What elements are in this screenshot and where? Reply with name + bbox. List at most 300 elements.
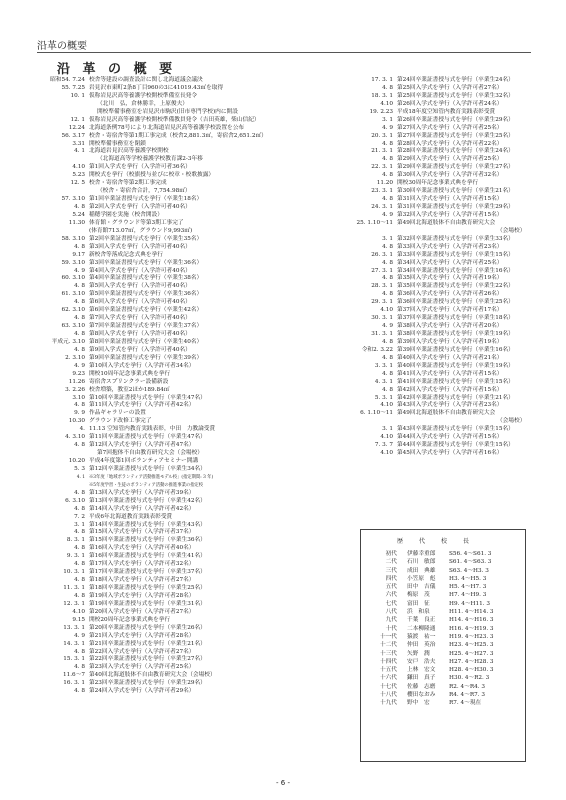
principal-term: H19. 4〜H23. 3 bbox=[449, 633, 494, 640]
history-date: 4.10 bbox=[380, 450, 393, 457]
history-date: 10. 1 bbox=[70, 92, 85, 99]
history-entry bbox=[346, 371, 536, 379]
history-text: 第43回入学式を挙行（入学許可者23名） bbox=[397, 402, 503, 409]
history-entry bbox=[38, 133, 338, 141]
principal-row bbox=[369, 658, 494, 666]
history-date: 58. 3.10 bbox=[61, 235, 85, 242]
history-date: 26. 3. 1 bbox=[371, 251, 393, 258]
history-date: 57. 3.10 bbox=[61, 196, 85, 203]
history-date: 59. 3.10 bbox=[61, 259, 85, 266]
history-text: 開校30周年記念事業式典を挙行 bbox=[397, 180, 479, 187]
history-text: 第49回北海道肢体不自由教育研究大会 bbox=[397, 219, 496, 226]
history-text: 校舎・寄宿舎等第2期工事完成 bbox=[89, 180, 167, 187]
page-title: 沿 革 の 概 要 bbox=[57, 62, 177, 77]
history-text: 第3回卒業証書授与式を挙行（卒業生36名） bbox=[89, 259, 203, 266]
history-date: 4. 8 bbox=[74, 529, 85, 536]
principal-name: 富田 征 bbox=[407, 600, 430, 607]
principal-generation: 十九代 bbox=[379, 700, 397, 707]
history-text: 第29回卒業証書授与式を挙行（卒業生27名） bbox=[397, 164, 514, 171]
history-text: 第44回卒業証書授与式を挙行（卒業生15名） bbox=[397, 442, 514, 449]
principal-generation: 十五代 bbox=[379, 667, 397, 674]
history-entry bbox=[38, 617, 338, 625]
history-date: 4. 8 bbox=[74, 204, 85, 210]
history-entry bbox=[346, 125, 536, 133]
principals-list bbox=[369, 550, 494, 708]
history-date: 4. 3.10 bbox=[65, 434, 85, 441]
history-date: 4.10 bbox=[380, 402, 393, 409]
history-text: 第40回北海道肢体不自由教育研究大会（会場校） bbox=[89, 672, 216, 679]
history-date: 5.24 bbox=[72, 211, 85, 218]
principal-term: S63. 4〜H3. 3 bbox=[449, 567, 489, 574]
history-entry bbox=[346, 204, 536, 212]
history-text: 第49回北海道肢体不自由教育研究大会 bbox=[397, 410, 496, 417]
history-text: 第15回卒業証書授与式を挙行（卒業生36名） bbox=[89, 537, 206, 544]
history-date: 14. 3. 1 bbox=[63, 640, 85, 647]
history-text: 新校舎等落成記念式典を挙行 bbox=[89, 251, 163, 258]
history-entry bbox=[346, 450, 536, 458]
principal-term: R4. 4〜R7. 3 bbox=[449, 692, 485, 699]
history-text: (体育館713.07㎡，グラウンド9,993㎡) bbox=[89, 227, 193, 234]
history-text: 開校準備事務室を岩見沢市駒沢(旧市専門学校)内に開設 bbox=[97, 108, 238, 115]
history-text: 第1回入学式を挙行（入学許可者36名） bbox=[89, 164, 191, 171]
history-date: 4. 8 bbox=[74, 346, 85, 353]
history-date: 4. 1 bbox=[74, 148, 85, 155]
history-text: 北海道条例78号により北海道岩見沢高等養護学校設置を公布 bbox=[89, 124, 245, 131]
history-entry bbox=[38, 402, 338, 410]
principal-name: 成田 典雄 bbox=[407, 567, 436, 574]
history-date: 55. 7.25 bbox=[61, 84, 85, 91]
history-text: 第25回入学式を挙行（入学許可者27名） bbox=[397, 84, 503, 91]
principal-term: H3. 4〜H5. 3 bbox=[449, 575, 487, 582]
principal-generation: 十四代 bbox=[379, 658, 397, 665]
section-header: 沿革の概要 bbox=[37, 41, 87, 52]
principals-box bbox=[360, 529, 526, 762]
history-text: 第18回卒業証書授与式を挙行（卒業生25名） bbox=[89, 585, 206, 591]
history-text: 第4回入学式を挙行（入学許可者40名） bbox=[89, 267, 191, 274]
history-date: 3. 3. 1 bbox=[374, 362, 393, 369]
history-text: 第9回入学式を挙行（入学許可者40名） bbox=[89, 346, 191, 353]
history-text: 寄宿舎スプリンクラー設備新設 bbox=[89, 378, 169, 385]
history-text: 第20回卒業証書授与式を挙行（卒業生26名） bbox=[89, 624, 206, 631]
history-entry bbox=[38, 379, 338, 387]
principal-row bbox=[369, 641, 494, 649]
history-text: 第2回入学式を挙行（入学許可者40名） bbox=[89, 204, 191, 210]
history-text: 第23回卒業証書授与式を挙行（卒業生29名） bbox=[89, 680, 206, 687]
history-date: 20. 3. 1 bbox=[371, 132, 393, 139]
history-text: 第29回入学式を挙行（入学許可者25名） bbox=[397, 156, 503, 163]
history-entry bbox=[38, 514, 338, 522]
principal-row bbox=[369, 575, 494, 583]
history-date: 4. 8 bbox=[382, 140, 393, 147]
history-date: 11. 3. 1 bbox=[63, 585, 85, 591]
history-text: 校舎等建設の調査設計に関し北海道議会議決 bbox=[89, 77, 203, 83]
history-date: 4. 9 bbox=[382, 124, 393, 131]
history-text: 第30回卒業証書授与式を挙行（卒業生21名） bbox=[397, 188, 514, 195]
history-text: 第11回卒業証書授与式を挙行（卒業生47名） bbox=[89, 434, 206, 441]
history-text: 第28回卒業証書授与式を挙行（卒業生24名） bbox=[397, 148, 514, 155]
history-date: 5. 3 bbox=[74, 465, 85, 472]
history-text: 第42回入学式を挙行（入学許可者15名） bbox=[397, 386, 503, 393]
principal-term: H7. 4〜H9. 3 bbox=[449, 592, 487, 599]
principal-generation: 三代 bbox=[385, 567, 397, 574]
principal-generation: 八代 bbox=[385, 609, 397, 616]
history-text: 第40回卒業証書授与式を挙行（卒業生19名） bbox=[397, 362, 514, 369]
history-entry bbox=[346, 260, 536, 268]
history-date: 15. 3. 1 bbox=[63, 656, 85, 663]
history-text: 第33回卒業証書授与式を挙行（卒業生15名） bbox=[397, 251, 514, 258]
principal-generation: 十二代 bbox=[379, 642, 397, 649]
history-text: 第41回卒業証書授与式を挙行（卒業生15名） bbox=[397, 378, 514, 385]
history-date: 4. 8 bbox=[74, 243, 85, 250]
principal-term: H30. 4〜R2. 3 bbox=[449, 675, 490, 682]
history-date: 4. 9 bbox=[74, 632, 85, 639]
history-text: 第12回卒業証書授与式を挙行（卒業生34名） bbox=[89, 465, 206, 472]
history-text: 第31回卒業証書授与式を挙行（卒業生29名） bbox=[397, 204, 514, 210]
history-date: 4.10 bbox=[72, 164, 85, 171]
history-date: 3. 1 bbox=[382, 426, 393, 433]
history-text: 第44回入学式を挙行（入学許可者15名） bbox=[397, 434, 503, 441]
history-entry bbox=[38, 236, 338, 244]
history-text: 平成6年北海道教育実践表彰受賞 bbox=[89, 513, 173, 520]
principal-generation: 六代 bbox=[385, 592, 397, 599]
history-entry bbox=[346, 355, 536, 363]
history-entry bbox=[38, 93, 338, 101]
principal-term: H16. 4〜H19. 3 bbox=[449, 625, 494, 632]
history-date bbox=[38, 188, 89, 196]
history-text: 第11回入学式を挙行（入学許可者42名） bbox=[89, 402, 195, 409]
history-entry bbox=[38, 141, 338, 149]
history-text: 第34回卒業証書授与式を挙行（卒業生16名） bbox=[397, 267, 514, 274]
history-date: 62. 3.10 bbox=[61, 307, 85, 314]
history-date: 昭和54. 7.24 bbox=[50, 77, 85, 83]
principal-generation: 二代 bbox=[385, 559, 397, 566]
history-entry bbox=[38, 577, 338, 585]
history-date bbox=[38, 109, 89, 117]
principal-row bbox=[369, 650, 494, 658]
history-date: 4.10 bbox=[380, 307, 393, 314]
history-entry bbox=[38, 244, 338, 252]
history-entry bbox=[38, 117, 338, 125]
history-date: 11.20 bbox=[376, 180, 393, 187]
history-entry bbox=[38, 434, 338, 442]
history-text: 第22回卒業証書授与式を挙行（卒業生27名） bbox=[89, 656, 206, 663]
history-date: 4. 8 bbox=[74, 545, 85, 552]
history-entry bbox=[38, 180, 338, 188]
history-entry bbox=[38, 601, 338, 609]
history-entry bbox=[346, 93, 536, 101]
history-text: 第27回入学式を挙行（入学許可者25名） bbox=[397, 124, 503, 131]
principal-name: 石川 敏郎 bbox=[407, 559, 436, 566]
history-date bbox=[346, 418, 397, 426]
history-date: 12. 5 bbox=[70, 180, 85, 187]
history-date: 61. 3.10 bbox=[61, 291, 85, 298]
history-entry bbox=[38, 458, 338, 466]
history-text: 第13回卒業証書授与式を挙行（卒業生42名） bbox=[89, 497, 206, 504]
history-date: 4. 8 bbox=[382, 291, 393, 298]
history-entry bbox=[38, 466, 338, 474]
history-text: 平成18年度空知管内教育実践表彰受賞 bbox=[397, 108, 496, 115]
history-entry bbox=[38, 196, 338, 204]
history-text: 第16回入学式を挙行（入学許可者40名） bbox=[89, 545, 195, 552]
history-text: 第26回入学式を挙行（入学許可者24名） bbox=[397, 100, 503, 107]
history-date: 4. 9 bbox=[74, 267, 85, 274]
history-text: 第37回卒業証書授与式を挙行（卒業生18名） bbox=[397, 315, 514, 322]
history-text: 第35回卒業証書授与式を挙行（卒業生22名） bbox=[397, 283, 514, 290]
history-date bbox=[38, 156, 89, 164]
history-text: 第23回入学式を挙行（入学許可者25名） bbox=[89, 664, 195, 671]
history-date: 平成元. 3.10 bbox=[51, 338, 85, 345]
history-entry bbox=[38, 561, 338, 569]
history-text: 第17回入学式を挙行（入学許可者32名） bbox=[89, 561, 195, 568]
history-entry bbox=[346, 101, 536, 109]
history-text: 第13回入学式を挙行（入学許可者39名） bbox=[89, 489, 195, 496]
history-entry bbox=[346, 244, 536, 252]
history-text: 第25回卒業証書授与式を挙行（卒業生32名） bbox=[397, 92, 514, 99]
history-text: （校舎・寄宿舎合計，7,754.98㎡） bbox=[97, 188, 191, 195]
principal-name: 千葉 良正 bbox=[407, 617, 436, 624]
history-date: 4. 8 bbox=[382, 338, 393, 345]
history-entry bbox=[346, 117, 536, 125]
history-entry bbox=[346, 331, 536, 339]
history-entry bbox=[38, 109, 338, 117]
principal-name: 佐藤 志磨 bbox=[407, 683, 436, 690]
history-text: 第38回卒業証書授与式を挙行（卒業生19名） bbox=[397, 331, 514, 337]
history-date: 4. 8 bbox=[382, 370, 393, 377]
history-date: 4. 8 bbox=[74, 489, 85, 496]
principal-name: 仲田 英治 bbox=[407, 642, 436, 649]
history-text: 第43回卒業証書授与式を挙行（卒業生15名） bbox=[397, 426, 514, 433]
history-date: 25. 1.10〜11 bbox=[356, 219, 393, 226]
principal-name: 小笠原 彪 bbox=[407, 575, 436, 582]
history-date: 10.30 bbox=[68, 418, 85, 425]
history-date: 28. 3. 1 bbox=[371, 283, 393, 290]
history-text: 第33回入学式を挙行（入学許可者23名） bbox=[397, 243, 503, 250]
history-entry bbox=[346, 315, 536, 323]
history-entry bbox=[346, 426, 536, 434]
principal-row bbox=[369, 625, 494, 633]
principal-term: H27. 4〜H28. 3 bbox=[449, 658, 494, 665]
principal-row bbox=[369, 608, 494, 616]
history-date: 23. 3. 1 bbox=[371, 188, 393, 195]
principal-name: 上林 宏文 bbox=[407, 667, 436, 674]
history-text: 岩見沢市東町2条8丁目960の3に41019.43㎡を取得 bbox=[89, 84, 224, 91]
history-date: 29. 3. 1 bbox=[371, 299, 393, 306]
history-entry bbox=[38, 490, 338, 498]
history-entry bbox=[346, 196, 536, 204]
history-entry bbox=[346, 85, 536, 93]
history-date: 18. 3. 1 bbox=[371, 92, 393, 99]
history-entry bbox=[38, 633, 338, 641]
history-text: 第32回入学式を挙行（入学許可者15名） bbox=[397, 211, 503, 218]
history-text: 稲穂学園を実施（校舎開設） bbox=[89, 211, 163, 218]
history-entry bbox=[346, 442, 536, 450]
history-date: 5. 3. 1 bbox=[374, 394, 393, 401]
history-text: ※5年度学習・生徒のボランティア活動の推進事業の指定校 bbox=[89, 482, 204, 488]
history-text: 北海道岩見沢高等養護学校開校 bbox=[89, 148, 169, 155]
principal-generation: 五代 bbox=[385, 584, 397, 591]
history-text: 第17回卒業証書授与式を挙行（卒業生37名） bbox=[89, 569, 206, 576]
principal-term: H28. 4〜H30. 3 bbox=[449, 667, 494, 674]
history-text: （北海道高等学校養護学校教育課2-3年移 bbox=[97, 156, 203, 163]
history-text: 校舎・寄宿舎等第1期工事完成（校舎2,881.3㎡，寄宿舎2,651.2㎡） bbox=[89, 132, 267, 139]
principal-name: 田中 吉儀 bbox=[407, 584, 436, 591]
principal-generation: 十一代 bbox=[379, 633, 397, 640]
history-text: 校舎増築，教室2ほか189.84㎡ bbox=[89, 386, 170, 393]
history-text: 体育館・グラウンド等第3期工事完了 bbox=[89, 219, 184, 226]
history-date: 16. 3. 1 bbox=[63, 680, 85, 687]
history-left-column bbox=[38, 77, 338, 696]
history-text: 第36回入学式を挙行（入学許可者26名） bbox=[397, 291, 503, 298]
history-text: 第39回卒業証書授与式を挙行（卒業生16名） bbox=[397, 346, 514, 353]
history-text: 第14回入学式を挙行（入学許可者42名） bbox=[89, 505, 195, 512]
history-text: 作品ギャラリーの設置 bbox=[89, 410, 146, 417]
history-date: 4. 8 bbox=[382, 243, 393, 250]
history-entry bbox=[346, 212, 536, 220]
history-text: 第34回入学式を挙行（入学許可者25名） bbox=[397, 259, 503, 266]
principal-term: H14. 4〜H16. 3 bbox=[449, 617, 494, 624]
history-date: 6. 3.10 bbox=[65, 497, 85, 504]
history-entry bbox=[346, 133, 536, 141]
history-date: 4. 8 bbox=[74, 592, 85, 599]
history-text: 第15回入学式を挙行（入学許可者37名） bbox=[89, 529, 195, 536]
history-entry bbox=[38, 172, 338, 180]
history-text: 第27回卒業証書授与式を挙行（卒業生25名） bbox=[397, 132, 514, 139]
history-text: 第41回入学式を挙行（入学許可者15名） bbox=[397, 370, 503, 377]
history-text: 第2回卒業証書授与式を挙行（卒業生35名） bbox=[89, 235, 203, 242]
principal-generation: 十七代 bbox=[379, 683, 397, 690]
history-date: 10.20 bbox=[68, 458, 85, 464]
history-text: 第10回入学式を挙行（入学許可者34名） bbox=[89, 362, 195, 369]
history-date: 4. 9 bbox=[74, 362, 85, 369]
history-entry bbox=[346, 77, 536, 85]
history-date: 3. 1 bbox=[74, 521, 85, 528]
principal-generation: 十八代 bbox=[379, 692, 397, 699]
history-date: 4. 8 bbox=[382, 84, 393, 91]
history-text: 平成4年度第1回ボランティアセミナー開講 bbox=[89, 458, 199, 464]
history-text: 第37回入学式を挙行（入学許可者17名） bbox=[397, 307, 503, 314]
history-text: 第6回入学式を挙行（入学許可者40名） bbox=[89, 299, 191, 306]
principals-title: 歴 代 校 長 bbox=[397, 538, 475, 545]
principal-generation: 七代 bbox=[385, 600, 397, 607]
history-text: グラウンド改修工事完了 bbox=[89, 418, 152, 425]
history-text: 第19回卒業証書授与式を挙行（卒業生31名） bbox=[89, 600, 206, 607]
history-date: 4. 8 bbox=[382, 354, 393, 361]
history-entry bbox=[38, 371, 338, 379]
history-entry bbox=[38, 680, 338, 688]
history-date: 4. 8 bbox=[74, 561, 85, 568]
history-date: 2. 3.10 bbox=[65, 354, 85, 361]
history-text: 第7回入学式を挙行（入学許可者40名） bbox=[89, 315, 191, 322]
history-text: 開校式を挙行（校旗授与並びに校章・校歌披露） bbox=[89, 172, 215, 179]
history-text: 仮称岩見沢高等養護学校開校準備教員発令（吉田英雄，柴山信紀） bbox=[89, 116, 260, 123]
history-date: 9.17 bbox=[72, 251, 85, 258]
history-date: 60. 3.10 bbox=[61, 275, 85, 282]
history-entry bbox=[38, 77, 338, 85]
history-date: 21. 3. 1 bbox=[371, 148, 393, 155]
history-text: 仮称岩見沢高等養護学校開校準備室長発令 bbox=[89, 92, 198, 99]
history-entry bbox=[38, 442, 338, 450]
principal-row bbox=[369, 683, 494, 691]
history-entry bbox=[346, 299, 536, 307]
history-entry bbox=[346, 339, 536, 347]
history-entry bbox=[346, 387, 536, 395]
principal-row bbox=[369, 591, 494, 599]
history-text: 第3回入学式を挙行（入学許可者40名） bbox=[89, 243, 191, 250]
history-entry bbox=[346, 188, 536, 196]
history-entry bbox=[38, 347, 338, 355]
history-entry bbox=[38, 688, 338, 696]
history-entry bbox=[346, 379, 536, 387]
history-entry bbox=[38, 355, 338, 363]
history-text: 第6回卒業証書授与式を挙行（卒業生42名） bbox=[89, 307, 203, 314]
history-date: 12. 1 bbox=[70, 116, 85, 123]
history-date: 4. 8 bbox=[382, 196, 393, 203]
history-text: 第30回入学式を挙行（入学許可者32名） bbox=[397, 172, 503, 179]
history-date: 4. 1 bbox=[76, 474, 85, 480]
history-date: 12.24 bbox=[68, 124, 85, 131]
principal-term: R7. 4〜現在 bbox=[449, 700, 482, 707]
history-date: 4.10 bbox=[380, 434, 393, 441]
history-entry bbox=[38, 450, 338, 458]
history-date: 3. 1 bbox=[382, 235, 393, 242]
history-date: 4. 8 bbox=[74, 402, 85, 409]
history-date bbox=[346, 228, 397, 236]
history-text: 第8回卒業証書授与式を挙行（卒業生40名） bbox=[89, 338, 203, 345]
history-date: 4. 8 bbox=[74, 299, 85, 306]
history-entry bbox=[38, 387, 338, 395]
history-entry bbox=[38, 569, 338, 577]
history-date: 4. 8 bbox=[74, 577, 85, 584]
history-text: 開校10周年記念事業式典を挙行 bbox=[89, 370, 171, 377]
principal-row bbox=[369, 616, 494, 624]
history-date: 22. 3. 1 bbox=[371, 164, 393, 171]
history-text: 第36回卒業証書授与式を挙行（卒業生25名） bbox=[397, 299, 514, 306]
history-entry bbox=[38, 125, 338, 133]
history-text: 第28回入学式を挙行（入学許可者22名） bbox=[397, 140, 503, 147]
history-date: 17. 3. 1 bbox=[371, 77, 393, 83]
history-entry bbox=[346, 363, 536, 371]
history-entry bbox=[38, 641, 338, 649]
history-entry bbox=[38, 188, 338, 196]
history-date: 12. 3. 1 bbox=[63, 600, 85, 607]
history-date: 13. 3. 1 bbox=[63, 624, 85, 631]
principal-generation: 十六代 bbox=[379, 675, 397, 682]
history-entry bbox=[38, 299, 338, 307]
history-date bbox=[38, 482, 89, 490]
history-date: 9.23 bbox=[72, 370, 85, 377]
history-text: 第32回卒業証書授与式を挙行（卒業生33名） bbox=[397, 235, 514, 242]
history-entry bbox=[38, 331, 338, 339]
history-date: 7. 3. 7 bbox=[374, 442, 393, 449]
principal-generation: 十代 bbox=[385, 625, 397, 632]
history-entry bbox=[346, 323, 536, 331]
principal-row bbox=[369, 691, 494, 699]
history-date: 4. 8 bbox=[74, 442, 85, 449]
principal-term: H23. 4〜H25. 3 bbox=[449, 642, 494, 649]
history-entry bbox=[346, 180, 536, 188]
history-text: 第14回卒業証書授与式を挙行（卒業生43名） bbox=[89, 521, 206, 528]
history-text: 第35回入学式を挙行（入学許可者19名） bbox=[397, 275, 503, 282]
history-date: 4. 8 bbox=[382, 386, 393, 393]
history-date: 9. 3. 1 bbox=[66, 553, 85, 560]
history-date bbox=[38, 101, 89, 109]
history-entry bbox=[38, 363, 338, 371]
principal-generation: 初代 bbox=[385, 551, 397, 557]
history-date: 4. 8 bbox=[382, 275, 393, 282]
principal-row bbox=[369, 633, 494, 641]
history-text: 開校20周年記念事業式典を挙行 bbox=[89, 616, 171, 623]
history-entry bbox=[38, 204, 338, 212]
